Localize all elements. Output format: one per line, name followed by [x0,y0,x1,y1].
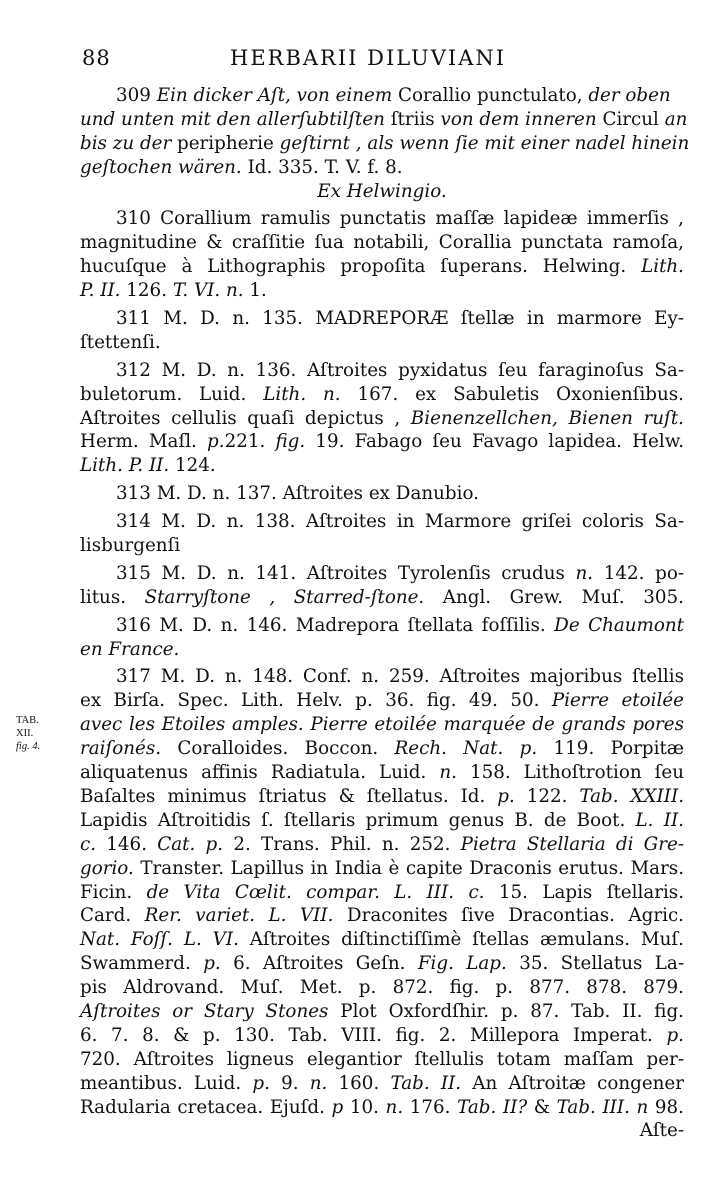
text-span: 119. Porpitæ [553,738,684,760]
italic-text-span: an [664,108,688,130]
text-line [80,255,684,279]
italic-text-span: Nat. Foſſ. L. VI. [80,929,250,951]
italic-text-span: Lith. [641,256,684,278]
text-span: 310 Corallium ramulis punctatis maſſæ lapideæ immerſis , [116,208,684,230]
text-span: Plot Oxfordſhir. p. 87. Tab. II. fig. [340,1000,684,1022]
text-span: Angl. Grew. Muſ. 305. [442,586,684,608]
italic-text-span: Pietra Stellaria di Gre- [460,833,684,855]
text-span: Card. [80,905,145,927]
text-span: Circul [602,108,665,130]
italic-text-span: p. [252,1072,282,1094]
text-span: 15. Lapis ſtellaris. [498,881,685,903]
text-span: Id. 335. T. V. f. 8. [247,156,403,178]
text-span: 142. po- [603,562,685,584]
italic-text-span: n. [575,562,604,584]
body-text [80,84,690,1143]
text-line [80,1072,684,1096]
text-span: 167. ex Sabuletis Oxonienſibus. [357,383,684,405]
italic-text-span: geſtochen wären. [80,156,248,178]
text-span: 160. [338,1072,391,1094]
italic-text-span: Lith. P. II. [80,455,176,477]
text-line [80,809,684,833]
text-span: buletorum. Luid. [80,383,264,405]
text-span: pis Aldrovand. Muſ. Met. p. 872. fig. p. 877. 878. 879. [80,977,684,999]
running-title: HERBARII DILUVIANI [230,46,507,70]
italic-text-span: der oben [588,85,671,106]
italic-text-span: raiſonés. [80,738,178,760]
text-line [80,1024,684,1048]
italic-text-span: De Chaumont [554,614,684,636]
text-span: 146. [106,833,158,855]
italic-text-span: Pierre etoilée [551,690,684,712]
text-span: Ficin. [80,881,147,903]
italic-text-span: avec les Etoiles amples. Pierre etoilée marquée de grands pores [80,714,684,736]
text-line [80,482,684,506]
text-span: 2. Trans. Phil. n. 252. [233,833,461,855]
italic-text-span: Rech. Nat. p. [394,738,554,760]
text-line [80,108,688,132]
text-line [80,534,684,558]
italic-text-span: en France. [80,638,180,660]
italic-text-span: Aſtroites or Stary Stones [80,1000,341,1022]
text-line [80,279,684,303]
text-span: 98. [654,1096,684,1118]
text-span: 720. Aſtroites ligneus elegantior ſtellulis totam maſſam per- [80,1048,684,1070]
italic-text-span: de Vita Cœlit. compar. L. III. c. [146,881,499,903]
italic-text-span: gorio. [80,857,141,879]
italic-text-span: T. VI. n. [172,280,250,302]
margin-note-line: XII. [16,728,34,739]
text-span: Corallio punctulato, [398,85,589,106]
text-line [80,761,684,785]
text-line [80,430,684,454]
text-line [80,665,684,689]
italic-text-span: p. [203,953,234,975]
text-span: ſtriis [390,108,441,130]
italic-text-span: bis zu der [80,132,178,154]
text-span: 6. 7. 8. & p. 130. Tab. VIII. fig. 2. Millepora Imperat. [80,1024,667,1046]
italic-text-span: p. [666,1024,684,1046]
text-line [80,84,684,108]
text-span: aliquatenus affinis Radiatula. Luid. [80,762,440,784]
text-span: 9. [281,1072,310,1094]
italic-text-span: Tab. XXIII. [579,785,685,807]
text-line [80,359,684,383]
text-line [80,857,684,881]
text-span: Radularia cretacea. Ejuſd. [80,1096,332,1118]
italic-text-span: Fig. Lap. [417,953,520,975]
text-span: lisburgenſi [80,535,181,557]
text-span: Aſte- [639,1120,684,1142]
text-line [80,156,684,180]
text-line [80,737,684,761]
text-line [80,833,684,857]
text-span: hucuſque à Lithographis propoſita ſuperans. Helwing. [80,256,642,278]
italic-text-span: Ein dicker Aſt, von einem [156,85,398,106]
text-span: 317 M. D. n. 148. Conf. n. 259. Aſtroites majoribus ſtellis [116,666,684,688]
text-span: 122. [526,785,580,807]
text-line [80,904,684,928]
italic-text-span: n. [439,762,470,784]
text-line [80,383,684,407]
text-span: Aſtroites diſtinctiſſimè ſtellas æmulans. Muſ. [249,929,684,951]
text-span: 35. Stellatus La- [519,953,685,975]
text-span: 10. [349,1096,386,1118]
text-span: An Aſtroitæ congener [472,1072,684,1094]
text-line [80,952,684,976]
italic-text-span: L. II. [635,809,684,831]
margin-note-line: TAB. [16,715,39,726]
text-line [80,510,684,534]
italic-text-span: Lith. n. [263,383,358,405]
text-span: 126. [126,280,173,302]
text-span: 19. Fabago ſeu Favago lapidea. Helw. [315,431,685,453]
text-span: 158. Lithoſtrotion ſeu [469,762,684,784]
text-span: 6. Aſtroites Geſn. [233,953,418,975]
text-line [80,1096,684,1120]
text-span: magnitudine & craſſitie ſua notabili, Corallia punctata ramoſa, [80,232,684,254]
text-line [80,586,684,610]
italic-text-span: von dem inneren [440,108,603,130]
page-header [82,46,682,76]
text-span: 313 M. D. n. 137. Aſtroites ex Danubio. [116,483,479,505]
text-line [80,1000,684,1024]
text-line [80,207,684,231]
text-line [80,1048,684,1072]
text-line [80,407,684,431]
text-span: meantibus. Luid. [80,1072,253,1094]
text-span: 314 M. D. n. 138. Aſtroites in Marmore griſei coloris Sa- [116,511,684,533]
italic-text-span: Starryſtone , Starred-ſtone. [144,586,443,608]
text-line [80,713,684,737]
italic-text-span: n. [385,1096,410,1118]
italic-text-span: Ex Helwingio. [317,180,447,202]
text-span: Aſtroites cellulis quaſi depictus , [80,407,411,429]
text-span: 316 M. D. n. 146. Madrepora ſtellata foſſilis. [116,614,555,636]
text-span: 176. [409,1096,458,1118]
italic-text-span: Rer. variet. L. VII. [144,905,347,927]
text-line [80,638,684,662]
text-line [80,132,690,156]
text-span: 1. [249,280,267,302]
text-span: 312 M. D. n. 136. Aſtroites pyxidatus ſeu faraginoſus Sa- [116,359,684,381]
text-span: 221. [224,431,276,453]
italic-text-span: c. [80,833,107,855]
italic-text-span: p. [207,431,225,453]
text-line [80,331,684,355]
italic-text-span: fig. [275,431,316,453]
text-line [80,928,684,952]
italic-text-span: n. [309,1072,339,1094]
text-span: 315 M. D. n. 141. Aſtroites Tyrolenſis crudus [116,562,576,584]
italic-text-span: und unten mit den allerſubtilſten [80,108,391,130]
text-line [80,231,684,255]
text-span: peripherie [177,132,280,154]
text-line [80,881,684,905]
page-number: 88 [82,46,111,70]
margin-note-line: fig. 4. [16,741,41,752]
italic-text-span: p [331,1096,350,1118]
text-span: litus. [80,586,145,608]
text-span: 309 [116,85,157,106]
text-line [80,1119,684,1143]
italic-text-span: Tab. II? [457,1096,534,1118]
text-span: Coralloides. Boccon. [177,738,395,760]
text-line [80,785,684,809]
italic-text-span: Tab. III. n [556,1096,655,1118]
italic-text-span: P. II. [80,280,127,302]
italic-text-span: p. [497,785,527,807]
text-line [80,307,684,331]
text-span: Lapidis Aſtroitidis ſ. ſtellaris primum genus B. de Boot. [80,809,636,831]
italic-text-span: geſtirnt , als wenn ſie mit einer nadel hinein [279,132,690,154]
margin-note [16,714,40,753]
text-line [80,180,684,204]
text-line [80,614,684,638]
text-line [80,689,684,713]
italic-text-span: Tab. II. [390,1072,473,1094]
italic-text-span: Cat. p. [157,833,234,855]
text-span: Baſaltes minimus ſtriatus & ſtellatus. Id. [80,785,498,807]
text-line [80,562,684,586]
text-span: Draconites ſive Dracontias. Agric. [346,905,684,927]
text-span: ex Birſa. Spec. Lith. Helv. p. 36. fig. 49. 50. [80,690,552,712]
text-span: Transter. Lapillus in India è capite Draconis erutus. Mars. [140,857,685,879]
text-line [80,454,684,478]
text-span: 311 M. D. n. 135. MADREPORÆ ſtellæ in marmore Ey- [116,308,684,330]
text-span: ſtettenſi. [80,331,161,353]
text-span: Swammerd. [80,953,204,975]
text-span: 124. [175,455,216,477]
text-line [80,976,684,1000]
text-span: & [533,1096,557,1118]
text-span: Herm. Maſl. [80,431,208,453]
italic-text-span: Bienenzellchen, Bienen ruſt. [410,407,684,429]
